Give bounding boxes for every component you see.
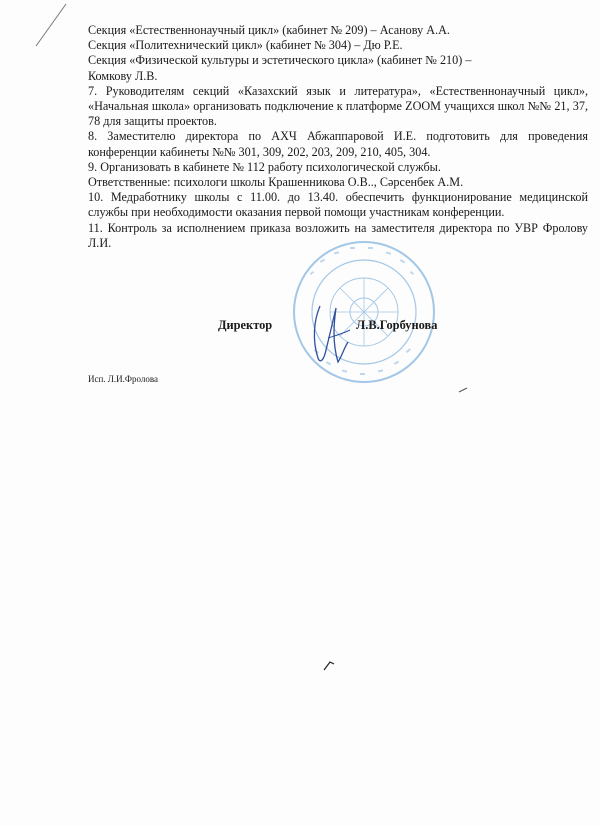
- section-line-3: Секция «Физической культуры и эстетического цикла» (кабинет № 210) –: [88, 53, 472, 68]
- order-item-7: 7. Руководителям секций «Казахский язык и литература», «Естественнонаучный цикл», «Начальная школа» организовать подключение к платформе ZOOM учащихся школ №№ 21, 37, 78 для защиты проектов.: [88, 83, 588, 129]
- order-item-9-responsible: Ответственные: психологи школы Крашенникова О.В.., Сәрсенбек А.М.: [88, 175, 464, 190]
- section-line-2: Секция «Политехнический цикл» (кабинет № 304) – Дю Р.Е.: [88, 38, 403, 53]
- signature-name: Л.В.Горбунова: [356, 318, 438, 332]
- order-text: [88, 23, 588, 251]
- section-line-4: Комкову Л.В.: [88, 68, 158, 83]
- signature-block: [218, 318, 438, 333]
- section-line-1: Секция «Естественнонаучный цикл» (кабинет № 209) – Асанову А.А.: [88, 23, 450, 37]
- scan-artifact-corner: [0, 0, 80, 50]
- order-item-9: 9. Организовать в кабинете № 112 работу психологической службы.: [88, 159, 441, 174]
- order-item-10: 10. Медработнику школы с 11.00. до 13.40. обеспечить функционирование медицинской службы при необходимости оказания первой помощи участникам конференции.: [88, 190, 588, 220]
- scan-artifact-dot-2: [320, 654, 340, 674]
- executor-note: Исп. Л.И.Фролова: [88, 374, 159, 384]
- order-item-11: 11. Контроль за исполнением приказа возложить на заместителя директора по УВР Фролову Л.И.: [88, 220, 588, 250]
- director-signature: [304, 300, 364, 370]
- scan-artifact-dot-1: [455, 382, 475, 396]
- signature-title: Директор: [218, 318, 273, 332]
- order-item-8: 8. Заместителю директора по АХЧ Абжаппаровой И.Е. подготовить для проведения конференции кабинеты №№ 301, 309, 202, 203, 209, 210, 405, 304.: [88, 129, 588, 159]
